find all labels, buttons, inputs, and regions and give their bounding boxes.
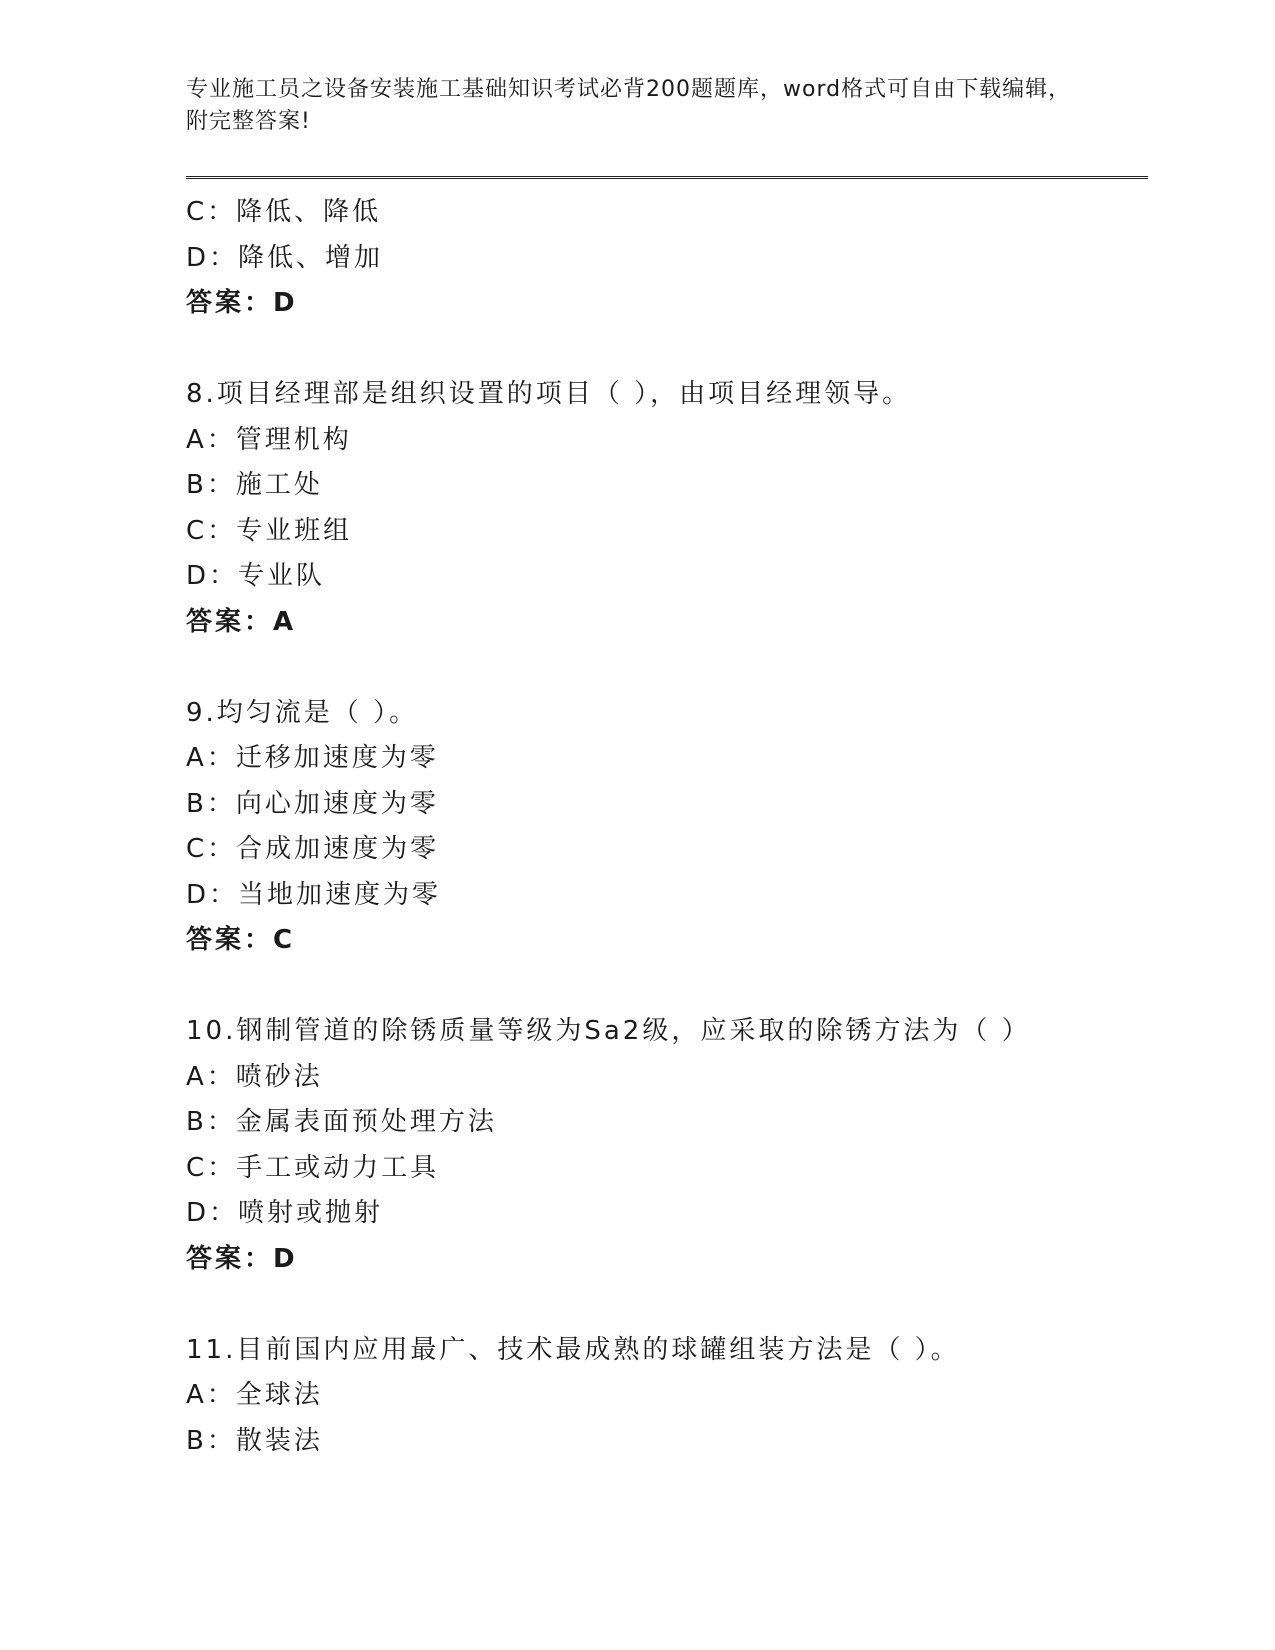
- option-a: A：喷砂法: [186, 1061, 323, 1092]
- answer-line: 答案：D: [186, 1243, 298, 1274]
- question-11: [186, 1328, 1146, 1465]
- answer-line: 答案：A: [186, 606, 297, 637]
- answer-line: 答案：C: [186, 925, 296, 955]
- option-b: B：向心加速度为零: [186, 788, 439, 819]
- option-c: C：降低、降低: [186, 197, 382, 227]
- option-a: A：全球法: [186, 1380, 323, 1410]
- document-title: 专业施工员之设备安装施工基础知识考试必背200题题库，word格式可自由下载编辑，附完整答案!: [186, 77, 1072, 134]
- option-a: A：管理机构: [186, 424, 352, 455]
- question-stem: 8.项目经理部是组织设置的项目（ ），由项目经理领导。: [186, 379, 912, 409]
- option-b: B：金属表面预处理方法: [186, 1107, 497, 1137]
- question-continuation: [186, 190, 1146, 327]
- question-stem: 10.钢制管道的除锈质量等级为Sa2级，应采取的除锈方法为（ ）: [186, 1016, 1031, 1046]
- question-stem: 9.均匀流是（ ）。: [186, 697, 419, 728]
- option-b: B：散装法: [186, 1425, 323, 1456]
- option-d: D：专业队: [186, 561, 326, 591]
- header-divider: [186, 176, 1148, 179]
- option-b: B：施工处: [186, 470, 323, 500]
- question-stem: 11.目前国内应用最广、技术最成熟的球罐组装方法是（ ）。: [186, 1334, 960, 1365]
- page-header: [186, 74, 1086, 138]
- option-c: C：手工或动力工具: [186, 1152, 440, 1183]
- question-10: [186, 1009, 1146, 1282]
- document-body: [186, 190, 1146, 1464]
- option-d: D：降低、增加: [186, 242, 384, 273]
- question-9: [186, 691, 1146, 964]
- question-8: [186, 372, 1146, 645]
- option-a: A：迁移加速度为零: [186, 743, 439, 773]
- option-d: D：喷射或抛射: [186, 1198, 384, 1228]
- option-c: C：合成加速度为零: [186, 834, 440, 864]
- answer-line: 答案：D: [186, 288, 298, 318]
- option-d: D：当地加速度为零: [186, 879, 442, 910]
- option-c: C：专业班组: [186, 515, 353, 546]
